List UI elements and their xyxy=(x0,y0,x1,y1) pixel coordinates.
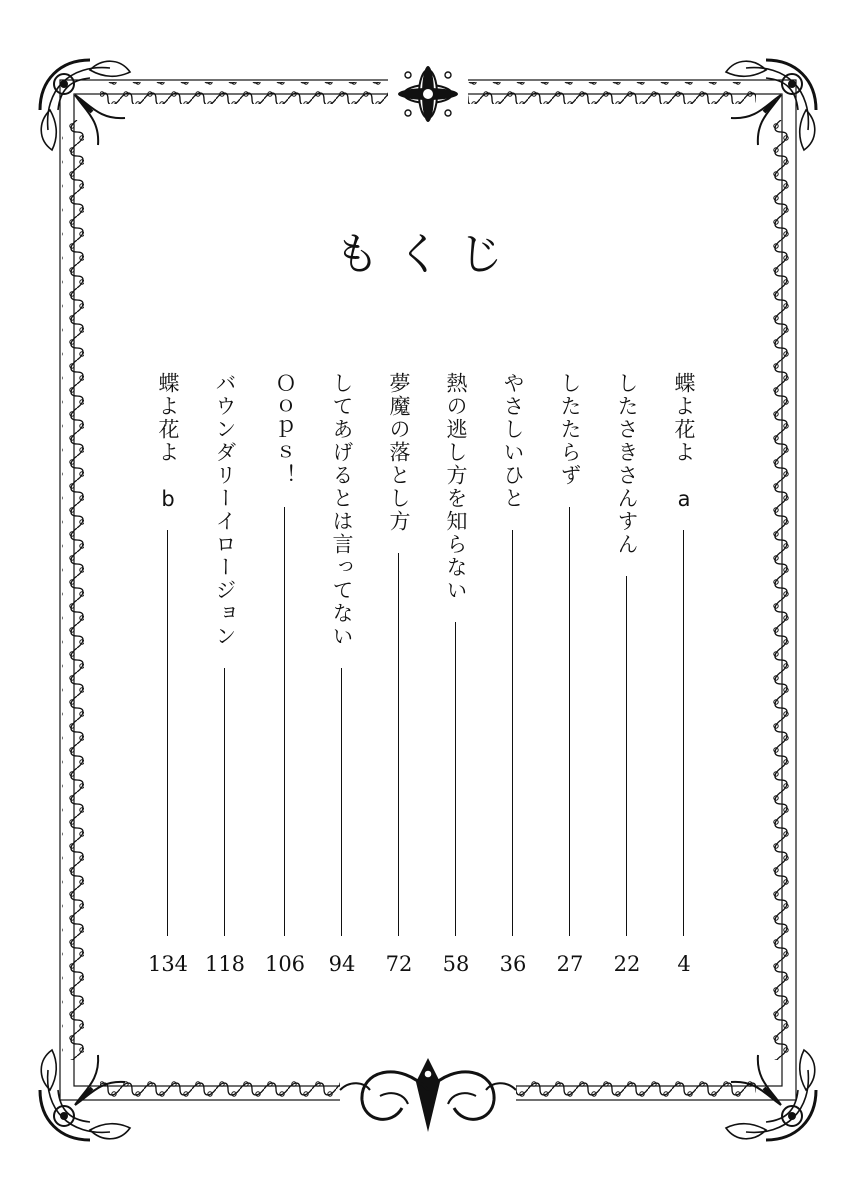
toc-leader-line xyxy=(341,668,342,936)
toc-entry-page: 72 xyxy=(385,952,413,976)
page-title: もくじ xyxy=(335,229,521,280)
toc-entry-page: 36 xyxy=(499,952,527,976)
toc-entry xyxy=(664,372,704,976)
toc-entry-title: バウンダリーイロージョン xyxy=(213,372,237,648)
toc-entry xyxy=(493,372,533,976)
toc-leader-line xyxy=(284,507,285,936)
toc-leader-line xyxy=(167,530,168,936)
toc-entry-title: 夢魔の落とし方 xyxy=(387,372,411,533)
toc-entry-title: Ｏｏｐｓ！ xyxy=(273,372,297,487)
table-of-contents xyxy=(0,372,856,982)
toc-leader-line xyxy=(455,622,456,936)
toc-entry-title: してあげるとは言ってない xyxy=(330,372,354,648)
toc-entry xyxy=(607,372,647,976)
toc-entry xyxy=(148,372,188,976)
toc-entry-page: 22 xyxy=(613,952,641,976)
toc-entry-page: 134 xyxy=(147,952,189,976)
toc-entry-title: 蝶よ花よ b xyxy=(156,372,180,513)
toc-entry xyxy=(379,372,419,976)
toc-entry xyxy=(322,372,362,976)
toc-entry xyxy=(436,372,476,976)
toc-entry-title: したたらず xyxy=(558,372,582,487)
toc-entry xyxy=(550,372,590,976)
toc-entry xyxy=(265,372,305,976)
toc-entry-title: したさきさんすん xyxy=(615,372,639,556)
toc-entry-page: 58 xyxy=(442,952,470,976)
toc-entry-title: やさしいひと xyxy=(501,372,525,510)
toc-leader-line xyxy=(626,576,627,936)
toc-entry-title: 蝶よ花よ a xyxy=(672,372,696,513)
toc-entry-page: 106 xyxy=(264,952,306,976)
toc-entry-page: 118 xyxy=(204,952,246,976)
toc-entry xyxy=(205,372,245,976)
toc-leader-line xyxy=(683,530,684,936)
toc-leader-line xyxy=(398,553,399,936)
toc-leader-line xyxy=(512,530,513,936)
toc-leader-line xyxy=(569,507,570,936)
toc-entry-page: 4 xyxy=(677,952,691,976)
toc-entry-page: 94 xyxy=(328,952,356,976)
toc-leader-line xyxy=(224,668,225,936)
toc-entry-page: 27 xyxy=(556,952,584,976)
toc-entry-title: 熱の逃し方を知らない xyxy=(444,372,468,602)
